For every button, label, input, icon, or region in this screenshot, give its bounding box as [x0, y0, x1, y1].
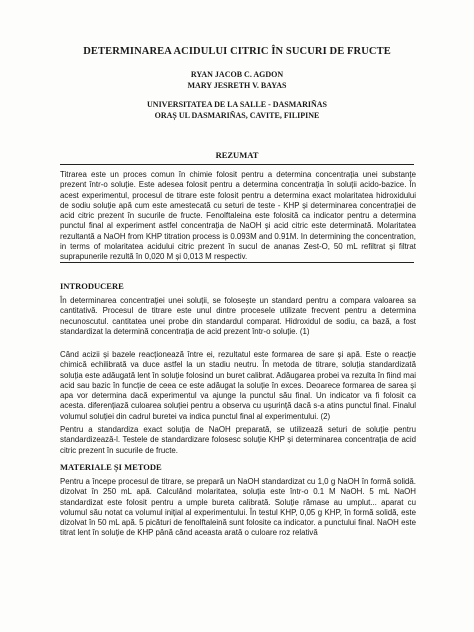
author-name: RYAN JACOB C. AGDON [190, 70, 284, 79]
intro-paragraph-1: În determinarea concentrației unei soluții, se folosește un standard pentru a compara valoarea sa cantitativă. Procesul de titrare este unul dintre procesele utilizate frecvent pentru a determina necunoscutul. cantitatea unei probe din standardul comparat. Hidroxidul de sodiu, ca bază, a fost standardizat la determină concentrația de acid prezent într-o soluție. (1) [60, 296, 416, 336]
abstract-heading: REZUMAT [215, 150, 259, 160]
intro-paragraph-3: Pentru a standardiza exact soluția de NaOH preparată, se utilizează seturi de soluție pentru standardizează-l. Testele de standardizare folosesc soluție KHP și determinarea concentrația de acid citric prezent în sucurile de fructe. [60, 425, 416, 455]
author-list [0, 69, 474, 91]
abstract-text: Titrarea este un proces comun în chimie folosit pentru a determina concentrația unei substanțe prezent într-o soluție. Este adesea folosit pentru a determina concentrația în soluții acido-bazice. În acest experimentul, procesul de titrare este folosit pentru a determina exact molaritatea hidroxidului de sodiu soluție apă cum este amestecată cu seturi de teste - KHP și determinarea concentrației de acid citric prezent în sucurile de fructe. Fenolftaleina este folosită ca indicator pentru a determina punctul final al experiment astfel concentrația de NaOH și acid citric este determinată. Molaritatea rezultantă a NaOH from KHP titration process is 0.093M and 0.91M. In determining the concentration, in terms of molaritatea acidului citric prezent în sucul de ananas Zest-O, 50 mL refiltrat și filtrat suprapunerile rezultă în 0,020 M și 0,013 M respectiv. [60, 170, 416, 262]
document-title: DETERMINAREA ACIDULUI CITRIC ÎN SUCURI DE FRUCTE [83, 46, 391, 57]
methods-paragraph-1: Pentru a începe procesul de titrare, se prepară un NaOH standardizat cu 1,0 g NaOH în formă solidă. dizolvat în 250 mL apă. Calculând molaritatea, soluția este într-o 0.1 M NaOH. 5 mL NaOH standardizat este folosit pentru a umple bureta calibrată. Soluție rămase au umplut... aparat cu volumul său notat ca volumul inițial al experimentului. În testul KHP, 0,05 g KHP, în formă solidă, este dizolvat în 50 mL apă. 5 picături de fenolftaleină sunt folosite ca indicator. a punctului final. NaOH este titrat lent în soluție de KHP până când aceasta arată o culoare roz relativă [60, 477, 416, 538]
abstract-bottom-rule [60, 262, 414, 263]
intro-heading: INTRODUCERE [60, 281, 124, 291]
abstract-top-rule [60, 164, 414, 165]
methods-heading: MATERIALE ȘI METODE [60, 462, 162, 472]
affiliation-line: UNIVERSITATEA DE LA SALLE - DASMARIÑAS [147, 100, 327, 109]
intro-paragraph-2: Când acizii și bazele reacționează între ei, rezultatul este formarea de sare și apă. Este o reacție chimică echilibrată va duce astfel la un stadiu neutru. În metoda de titrare, soluția standardizată soluția este adăugată lent în soluție folosind un buret calibrat. Adăugarea probei va rezulta în fiind mai acid sau bazic în funcție de ceea ce este adăugat la soluție în exces. Deoarece formarea de sarea și apa vor determina dacă experimentul va ajunge la punctul său final. Un indicator va fi folosit ca acesta. diferențiază culoarea soluției pentru a observa cu ușurință dacă s-a atins punctul final. Finalul volumul soluției din cadrul buretei va indica punctul final al experimentului. (2) [60, 350, 416, 421]
affiliation [0, 99, 474, 121]
affiliation-line: ORAȘ UL DASMARIÑAS, CAVITE, FILIPINE [154, 111, 320, 120]
author-name: MARY JESRETH V. BAYAS [187, 81, 287, 90]
